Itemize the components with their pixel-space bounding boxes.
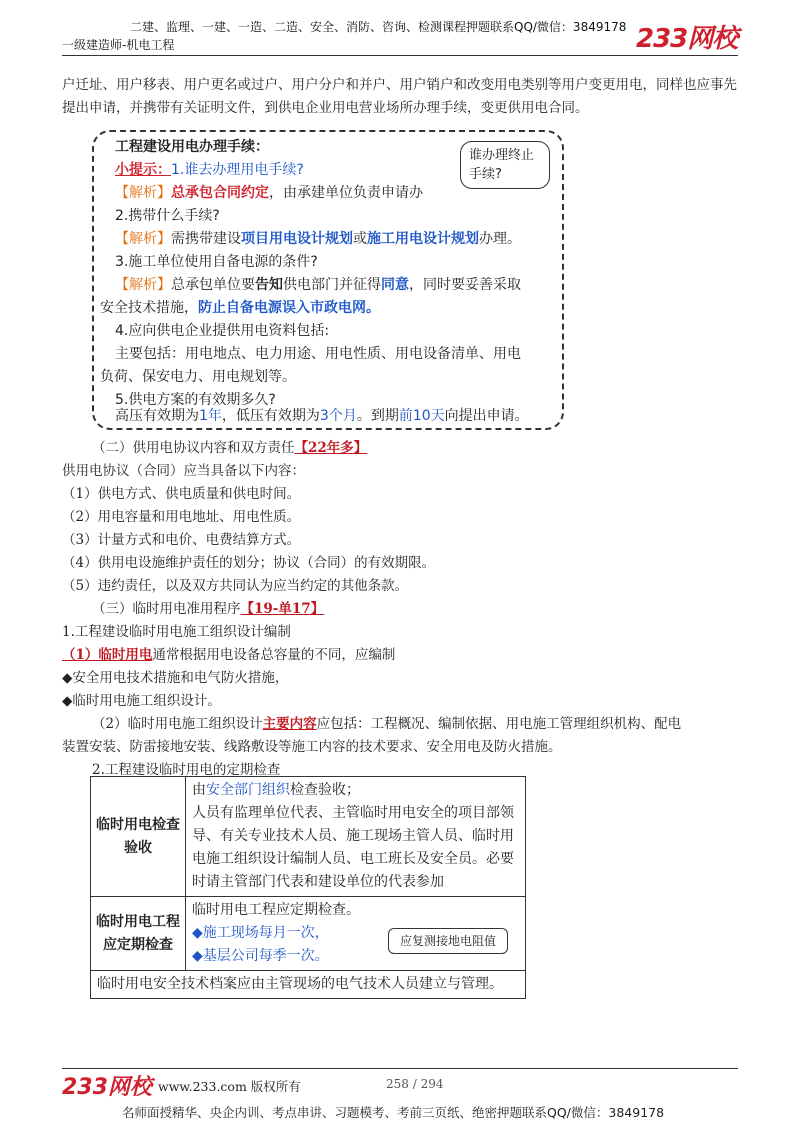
page-number: 258 / 294 [386, 1077, 444, 1091]
header-contact-line: 二建、监理、一建、一造、二造、安全、消防、咨询、检测课程押题联系QQ/微信：3849178 [130, 20, 627, 34]
section3-p1: （1）临时用电通常根据用电设备总容量的不同，应编制 [62, 647, 396, 663]
question-bubble: 谁办理终止手续? [460, 141, 550, 189]
section3-p2: （2）临时用电施工组织设计主要内容应包括：工程概况、编制依据、用电施工管理组织机构、配电 [92, 716, 682, 732]
row3-note: 临时用电安全技术档案应由主管现场的电气技术人员建立与管理。 [91, 971, 526, 999]
box-a3-line2: 安全技术措施，防止自备电源误入市政电网。 [100, 300, 380, 316]
inspection-table [90, 776, 526, 999]
list-item: （2）用电容量和用电地址、用电性质。 [62, 509, 301, 525]
list-item: （5）违约责任，以及双方共同认为应当约定的其他条款。 [62, 578, 409, 594]
footer-divider [62, 1068, 738, 1069]
box-a4-line2: 负荷、保安电力、用电规划等。 [100, 369, 296, 385]
section3-sub1: 1.工程建设临时用电施工组织设计编制 [62, 624, 291, 640]
table-row [91, 971, 526, 999]
box-title: 工程建设用电办理手续： [115, 139, 269, 155]
bullet-item: ◆安全用电技术措施和电气防火措施， [62, 670, 289, 686]
box-a3: 【解析】总承包单位要告知供电部门并征得同意，同时要妥善采取 [115, 277, 521, 293]
footer-copyright: www.233.com 版权所有 [158, 1079, 301, 1094]
box-a4-line1: 主要包括：用电地点、电力用途、用电性质、用电设备清单、用电 [115, 346, 521, 362]
list-item: （1）供电方式、供电质量和供电时间。 [62, 486, 301, 502]
box-q5: 5.供电方案的有效期多久? [115, 392, 276, 408]
box-q3: 3.施工单位使用自备电源的条件? [115, 254, 318, 270]
table-row [91, 777, 526, 897]
list-item: （3）计量方式和电价、电费结算方式。 [62, 532, 301, 548]
row1-body: 由安全部门组织检查验收； 人员有监理单位代表、主管临时用电安全的项目部领导、有关专业技术人员、施工现场主管人员、临时用电施工组织设计编制人员、电工班长及安全员。必要时请主管部门代表和建设单位的代表参加 [186, 777, 526, 897]
section2-intro: 供用电协议（合同）应当具备以下内容： [62, 463, 305, 479]
list-item: （4）供用电设施维护责任的划分；协议（合同）的有效期限。 [62, 555, 436, 571]
section3-heading: （三）临时用电准用程序【19-单17】 [92, 601, 325, 617]
box-a5: 高压有效期为1年，低压有效期为3个月。到期前10天向提出申请。 [115, 408, 529, 424]
section2-heading: （二）供用电协议内容和双方责任【22年多】 [92, 440, 368, 456]
row2-header: 临时用电工程应定期检查 [91, 897, 186, 971]
row1-header: 临时用电检查验收 [91, 777, 186, 897]
footer-contact-line: 名师面授精华、央企内训、考点串讲、习题模考、考前三页纸、绝密押题联系QQ/微信：3849178 [122, 1105, 665, 1120]
box-q4: 4.应向供电企业提供用电资料包括: [115, 323, 330, 339]
box-q1: 小提示：1.谁去办理用电手续? [115, 162, 304, 178]
header-subtitle: 一级建造师-机电工程 [62, 38, 175, 52]
intro-paragraph: 户迁址、用户移表、用户更名或过户、用户分户和并户、用户销户和改变用电类别等用户变更用电，同样也应事先提出申请，并携带有关证明文件，到供电企业用电营业场所办理手续，变更供用电合同。 [62, 77, 737, 116]
brand-logo: 233网校 [636, 24, 738, 54]
section3-p2-line2: 装置安装、防雷接地安装、线路敷设等施工内容的技术要求、安全用电及防火措施。 [62, 739, 562, 755]
row2-body: 临时用电工程应定期检查。 ◆施工现场每月一次， ◆基层公司每季一次。 [186, 897, 526, 971]
footer-logo: 233网校 [62, 1075, 152, 1100]
ground-resistance-callout: 应复测接地电阻值 [388, 928, 508, 954]
bullet-item: ◆临时用电施工组织设计。 [62, 693, 221, 709]
header-divider [62, 55, 738, 56]
box-q2: 2.携带什么手续? [115, 208, 220, 224]
box-a2: 【解析】需携带建设项目用电设计规划或施工用电设计规划办理。 [115, 231, 521, 247]
box-a1: 【解析】总承包合同约定，由承建单位负责申请办 [115, 185, 423, 201]
section3-sub2: 2.工程建设临时用电的定期检查 [92, 762, 281, 778]
